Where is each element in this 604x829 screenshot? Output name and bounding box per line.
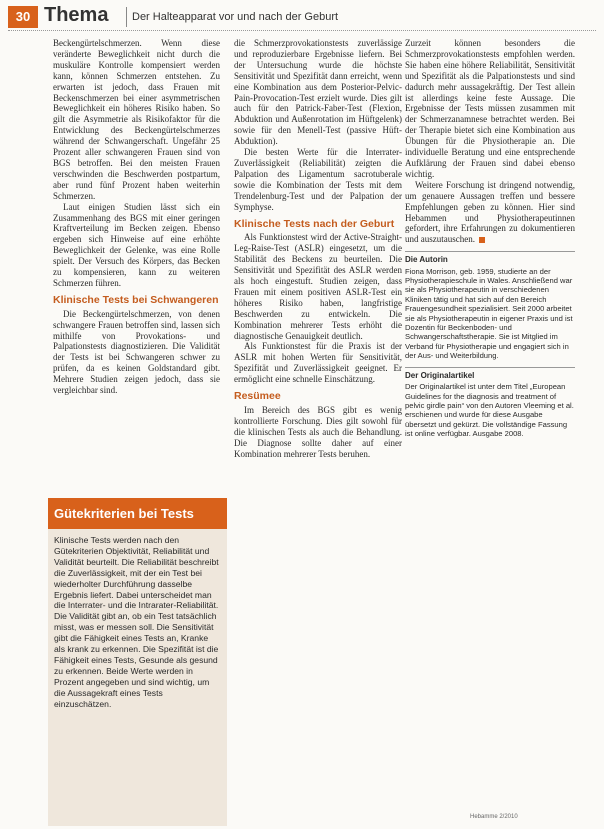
column-3 [405, 38, 575, 439]
paragraph: Als Funktionstest wird der Active-Straight-Leg-Raise-Test (ASLR) eingesetzt, um die Stabilität des Beckens zu beurteilen. Die Sensitivität und Spezifität des ASLR werden als hoch eingestuft. Studien zeigen, dass Frauen mit einem positiven ASLR-Test ein höheres Risiko haben, langfristige Beschwerden zu entwickeln. Die Kombination mehrerer Tests erhöht die diagnostische Genauigkeit deutlich. [234, 232, 402, 341]
paragraph: Im Bereich des BGS gibt es wenig kontrollierte Forschung. Dies gilt sowohl für die klinischen Tests als auch die Behandlung. Die Diagnose sollte daher auf einer Kombination mehrerer Tests beruhen. [234, 405, 402, 459]
paragraph: Laut einigen Studien lässt sich ein Zusammenhang des BGS mit einer geringen Kraftverteilung im Becken zeigen. Ebenso ergeben sich Hinweise auf eine erhöhte Beweglichkeit der Gelenke, was eine Rolle spielt. Der Versuch des Körpers, das Becken zu kompensieren, kann zu weiteren Schmerzen führen. [53, 201, 220, 288]
author-note-text: Fiona Morrison, geb. 1959, studierte an der Physiotherapieschule in Wales. Anschließend war sie als Physiotherapeutin in verschiedenen Kliniken tätig und hat sich auf den Bereich Frauengesundheit spezialisiert. Seit 2000 arbeitet sie als Physiotherapeutin in eigener Praxis und ist Dozentin für Beckenboden- und Schwangerschaftstherapie. Sie ist Mitglied im Verband für Physiotherapie und engagiert sich in der Aus- und Weiterbildung. [405, 266, 573, 361]
info-box-quality-criteria [48, 498, 227, 826]
original-article-text: Der Originalartikel ist unter dem Titel „European Guidelines for the diagnosis and treatment of pelvic girdle pain“ von den Autoren Vleeming et al. erschienen und wurde für diese Ausgabe übersetzt und gekürzt. Die vollständige Fassung ist online verfügbar. Ausgabe 2008. [405, 382, 574, 439]
paragraph: Die besten Werte für die Interrater-Zuverlässigkeit (Reliabilität) zeigten die Palpation des Ligamentum sacrotuberale sowie die Kombination der Tests mit dem Trendelenburg-Test und der Palpation der Symphyse. [234, 147, 402, 212]
page-number: 30 [8, 6, 38, 28]
heading-summary: Resümee [234, 390, 281, 403]
divider [405, 251, 575, 252]
header-separator [126, 7, 127, 27]
column-2 [234, 38, 402, 460]
end-mark-icon [479, 237, 485, 243]
heading-clinical-tests-pregnancy: Klinische Tests bei Schwangeren [53, 293, 219, 306]
page-footer: Hebamme 2/2010 [470, 814, 518, 820]
author-note-heading: Die Autorin [405, 255, 448, 265]
original-article-heading: Der Originalartikel [405, 370, 475, 380]
paragraph: Beckengürtelschmerzen. Wenn diese veränderte Beweglichkeit nicht durch die muskuläre Kontrolle kompensiert werden kann, können Schmerzen entstehen. Zu erwarten ist jedoch, dass Frauen mit Beckenschmerzen bei einer asymmetrischen Beweglichkeit ein höheres Risiko haben. So gilt die Asymmetrie als Risikofaktor für die Entwicklung des Beckengürtelschmerzes während der Schwangerschaft. Ungefähr 25 Prozent aller schwangeren Frauen sind von BGS betroffen. Bei den meisten Frauen verschwinden die Beschwerden postpartum, aber rund fünf Prozent haben weiterhin Schmerzen. [53, 38, 220, 201]
paragraph: Zurzeit können besonders die Schmerzprovokationstests empfohlen werden. Sie haben eine höhere Reliabilität, Sensitivität und Spezifität als die Palpationstests und sind dadurch mehr aussagekräftig. Der Test allein ist allerdings keine feste Aussage. Die Ergebnisse der Tests müssen zusammen mit der Schmerzanamnese betrachtet werden. Bei der Therapie bietet sich eine Kombination aus Übungen für die Physiotherapie an. Die individuelle Beratung und eine entsprechende Aufklärung der Frauen sind dabei ebenso wichtig. [405, 38, 575, 179]
section-title: Thema [44, 4, 109, 26]
page-header [0, 6, 604, 28]
paragraph: Die Beckengürtelschmerzen, von denen schwangere Frauen betroffen sind, lassen sich mithilfe von Provokations- und Palpationstests diagnostizieren. Die Validität der Tests ist bei Schwangeren schwer zu prüfen, da es keinen Goldstandard gibt. Mehrere Studien zeigen jedoch, dass sie vergleichbar sind. [53, 308, 220, 396]
info-box-title: Gütekriterien bei Tests [48, 498, 227, 529]
original-article-note [405, 371, 575, 439]
paragraph: Als Funktionstest für die Praxis ist der ASLR mit hohen Werten für Sensitivität, Spezifität und Zuverlässigkeit geeignet. Er ermöglicht eine schnelle Einschätzung. [234, 341, 402, 385]
info-box-text: Klinische Tests werden nach den Gütekriterien Objektivität, Reliabilität und Validität beurteilt. Die Reliabilität beschreibt die Zuverlässigkeit, mit der ein Test bei wiederholter Durchführung dasselbe Ergebnis liefert. Dabei unterscheidet man die Interrater- und die Intrarater-Reliabilität. Die Validität gibt an, ob ein Test tatsächlich misst, was er messen soll. Die Sensitivität gibt die Fähigkeit eines Tests an, Kranke als krank zu erkennen. Die Spezifität ist die Fähigkeit eines Tests, Gesunde als gesund zu erkennen. Beide Werte werden in Prozent angegeben und sind wichtig, um die Aussagekraft eines Tests einzuschätzen. [54, 535, 219, 709]
author-note [405, 255, 575, 360]
header-rule [8, 30, 596, 31]
heading-clinical-tests-postpartum: Klinische Tests nach der Geburt [234, 217, 395, 230]
header-subtitle: Der Halteapparat vor und nach der Geburt [132, 11, 339, 23]
paragraph: die Schmerzprovokationstests zuverlässige und reproduzierbare Ergebnisse liefern. Bei der Untersuchung wurde die höchste Sensitivität und Spezifität dann erreicht, wenn eine Kombination aus dem Posterior-Pelvic-Pain-Provocation-Test erzielt wurde. Dies gilt auch für den Patrick-Faber-Test (Flexion, Abduktion und Außenrotation im Hüftgelenk) sowie für den Menell-Test (passive Hüft-Abduktion). [234, 38, 402, 147]
divider [405, 367, 575, 368]
paragraph: Weitere Forschung ist dringend notwendig, um genauere Aussagen treffen und bessere Empfehlungen geben zu können. Hier sind Hebammen und Physiotherapeutinnen gefordert, ihre Erfahrungen zu dokumentieren und auszutauschen. [405, 179, 575, 245]
column-1 [53, 38, 220, 396]
